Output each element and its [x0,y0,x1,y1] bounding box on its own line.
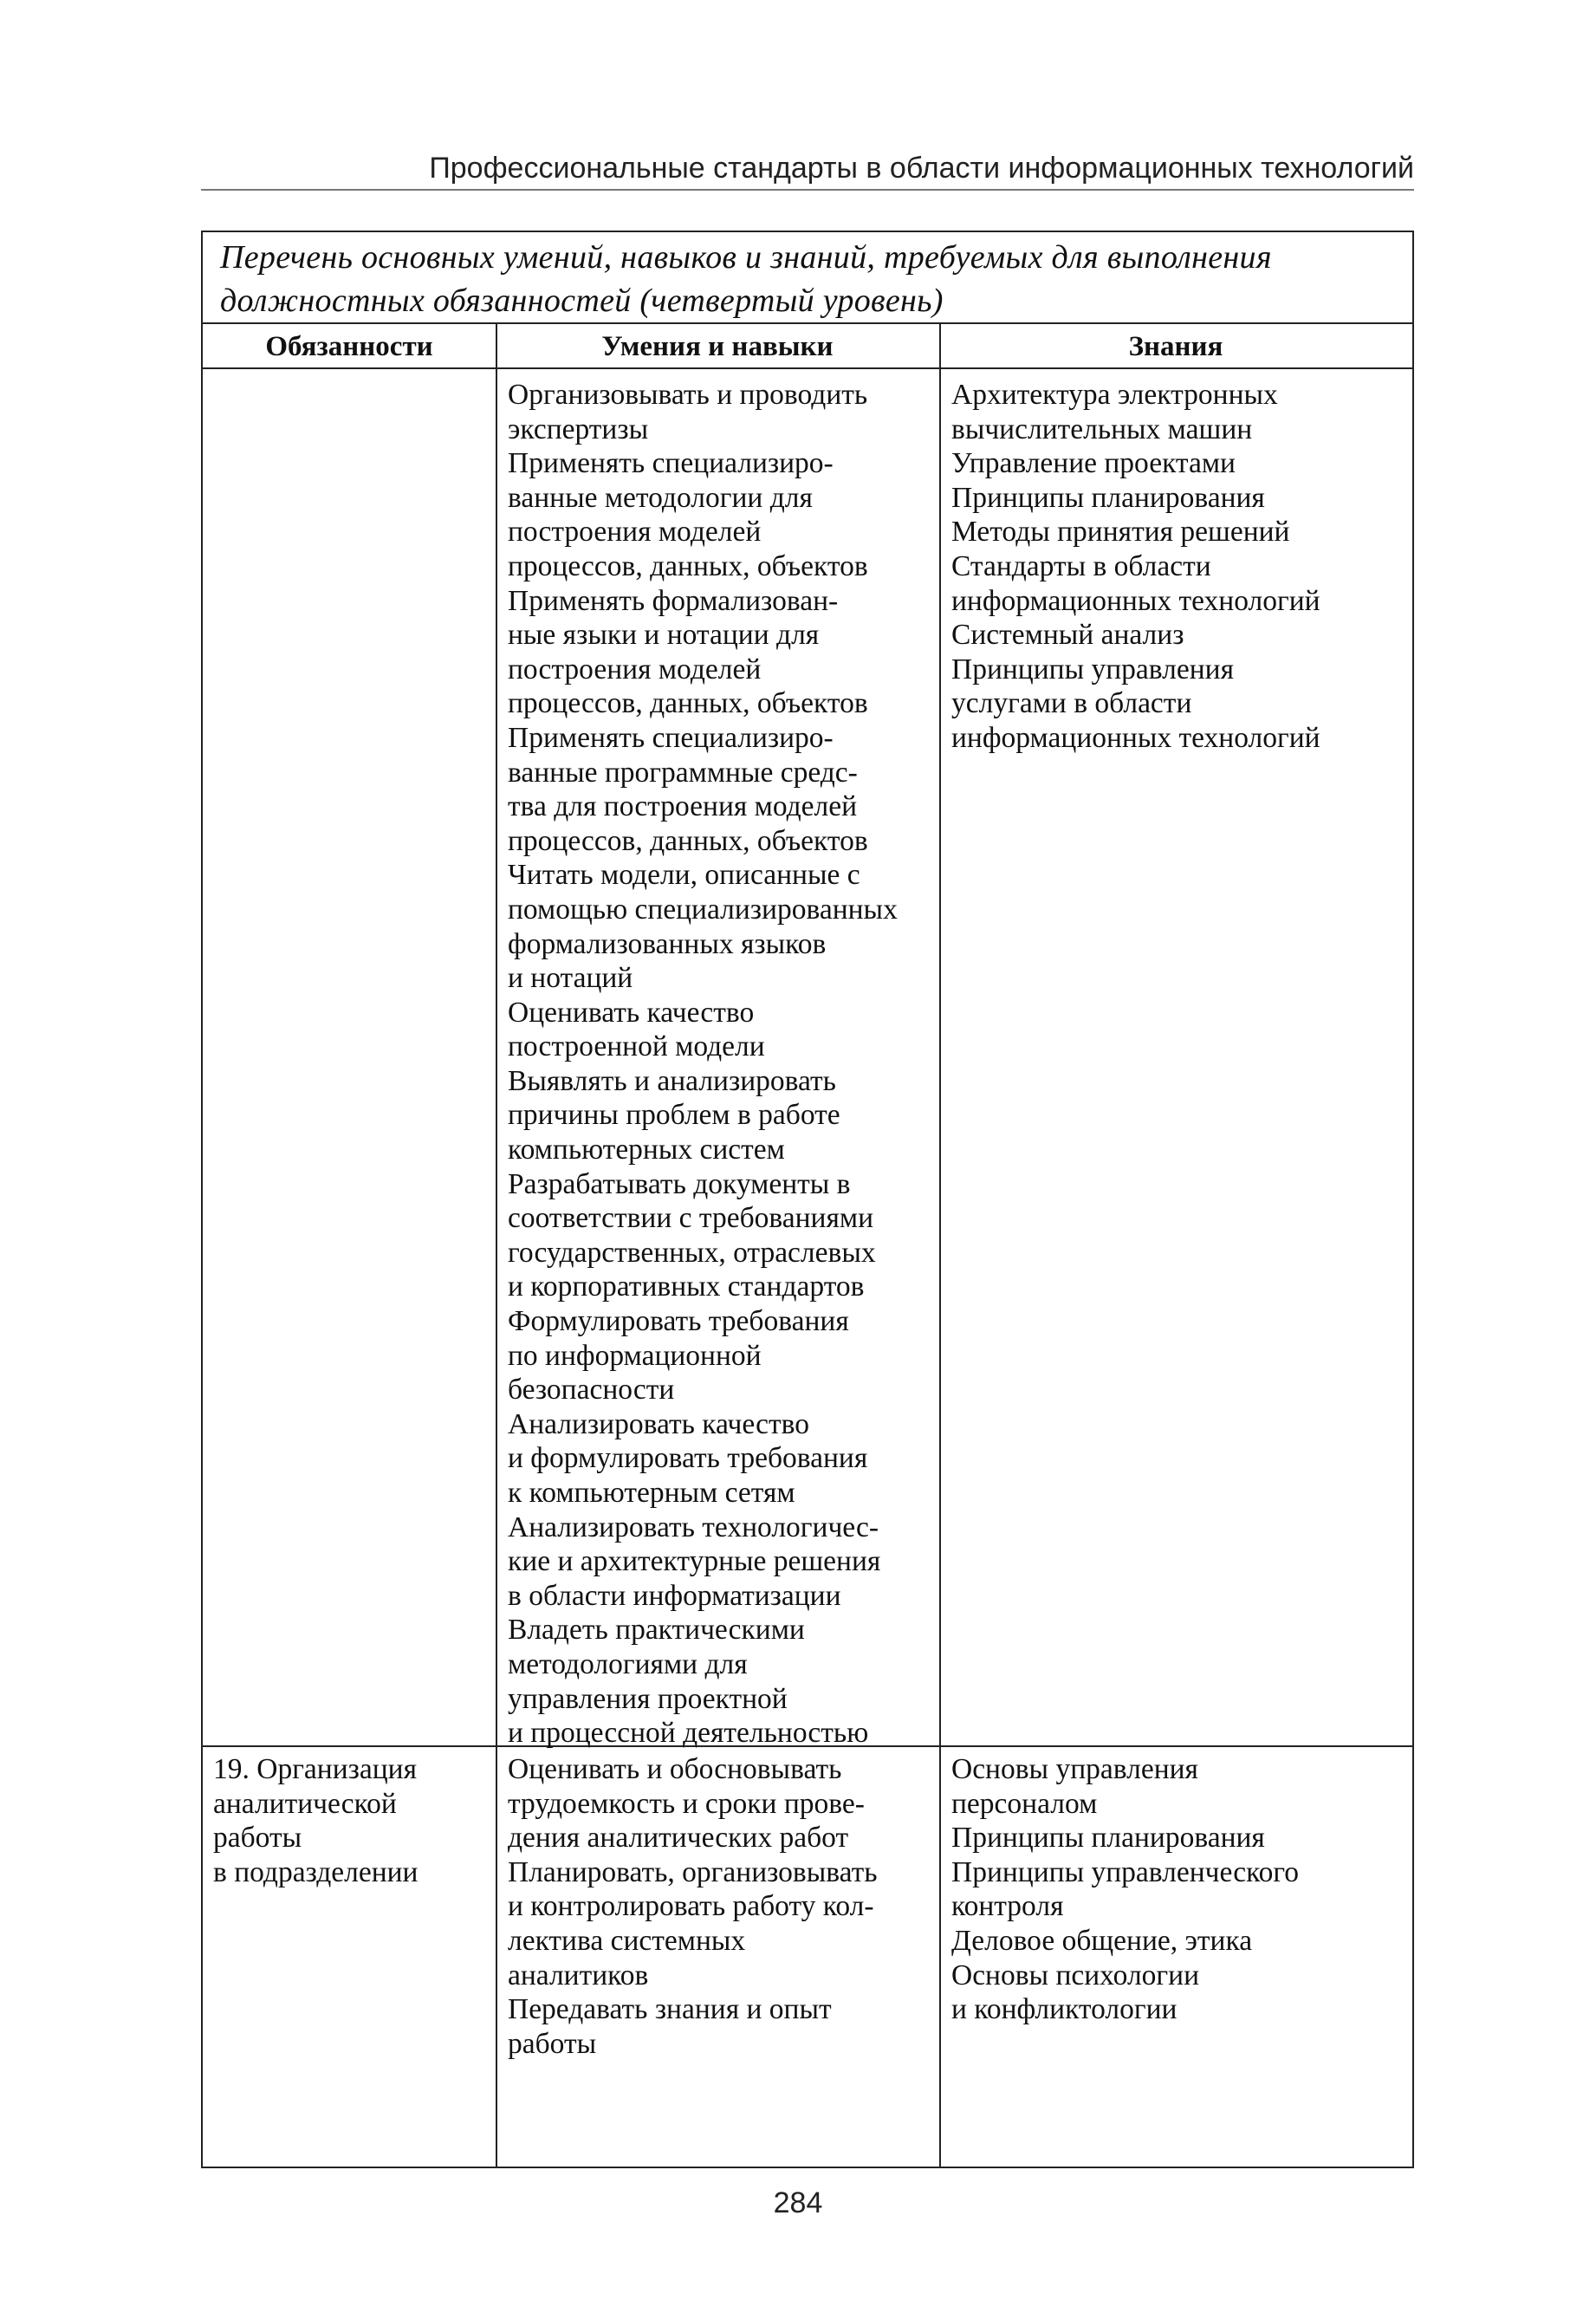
cell-duties [203,1752,496,1889]
cell-line: и корпоративных стандартов [508,1270,865,1303]
cell-line: вычислительных машин [951,413,1253,445]
cell-line: информационных технологий [951,584,1320,617]
cell-line: построения моделей [508,653,762,685]
cell-line: государственных, отраслевых [508,1236,876,1269]
cell-line: Владеть практическими [508,1614,805,1647]
cell-line: процессов, данных, объектов [508,549,868,582]
cell-skills [497,378,939,1751]
cell-line: Основы психологии [951,1959,1200,1991]
cell-line: помощью специализированных [508,893,898,926]
cell-line: и конфликтологии [951,1993,1178,2026]
cell-line: в области информатизации [508,1579,841,1612]
cell-line: Системный анализ [951,619,1184,652]
caption-line: Перечень основных умений, навыков и знаний, требуемых для выполнения [220,239,1272,276]
cell-line: контроля [951,1890,1064,1923]
cell-line: процессов, данных, объектов [508,687,868,720]
cell-line: Применять специализиро- [508,721,834,754]
cell-line: построения моделей [508,516,762,549]
cell-line: Применять формализован- [508,584,839,617]
cell-line: и контролировать работу кол- [508,1890,874,1923]
cell-line: кие и архитектурные решения [508,1545,881,1578]
cell-line: Стандарты в области [951,549,1211,582]
cell-line: методологиями для [508,1647,748,1680]
cell-line: причины проблем в работе [508,1099,840,1132]
cell-line: формализованных языков [508,927,827,960]
cell-line: Анализировать качество [508,1407,809,1440]
cell-line: Передавать знания и опыт [508,1993,832,2026]
cell-skills [497,1752,939,2061]
cell-line: Оценивать качество [508,996,755,1029]
cell-line: безопасности [508,1374,675,1407]
cell-line: Анализировать технологичес- [508,1511,879,1543]
cell-line: Читать модели, описанные с [508,859,860,892]
cell-line: тва для построения моделей [508,790,858,823]
cell-line: информационных технологий [951,721,1320,754]
cell-knowledge [941,1752,1412,2027]
cell-line: Принципы планирования [951,481,1265,514]
cell-line: Принципы управленческого [951,1855,1300,1888]
cell-line: Принципы планирования [951,1822,1265,1855]
cell-line: к компьютерным сетям [508,1477,795,1509]
cell-line: соответствии с требованиями [508,1202,874,1235]
page-number: 284 [773,2186,823,2219]
cell-line: Планировать, организовывать [508,1855,878,1888]
cell-line: Управление проектами [951,447,1236,480]
caption-line: должностных обязанностей (четвертый уровень) [220,283,944,319]
cell-line: управления проектной [508,1682,788,1715]
cell-line: Организовывать и проводить [508,379,868,411]
cell-knowledge [941,378,1412,756]
cell-line: Применять специализиро- [508,447,834,480]
cell-line: по информационной [508,1339,762,1372]
cell-line: компьютерных систем [508,1134,785,1166]
cell-line: работы [508,2027,597,2060]
cell-line: Архитектура электронных [951,379,1278,411]
cell-line: Формулировать требования [508,1305,849,1338]
cell-line: Методы принятия решений [951,516,1290,549]
header-knowledge: Знания [939,324,1412,369]
cell-line: персоналом [951,1787,1098,1820]
cell-line: ные языки и нотации для [508,619,820,652]
cell-line: Основы управления [951,1753,1198,1785]
running-header: Профессиональные стандарты в области информационных технологий [429,152,1414,185]
cell-line: Оценивать и обосновывать [508,1753,842,1785]
cell-line: и нотаций [508,962,633,995]
cell-line: ванные методологии для [508,481,813,514]
header-rule [201,189,1414,191]
cell-line: лектива системных [508,1924,746,1957]
cell-line: Выявлять и анализировать [508,1064,836,1097]
cell-line: и формулировать требования [508,1442,868,1475]
header-duties: Обязанности [203,324,496,369]
cell-line: Деловое общение, этика [951,1924,1253,1957]
cell-line: ванные программные средс- [508,756,858,789]
cell-line: аналитической [213,1787,397,1820]
cell-line: процессов, данных, объектов [508,824,868,857]
cell-line: построенной модели [508,1030,765,1063]
cell-line: в подразделении [213,1855,418,1888]
cell-line: работы [213,1822,302,1855]
cell-line: экспертизы [508,413,649,445]
cell-line: и процессной деятельностью [508,1717,869,1750]
cell-line: Разрабатывать документы в [508,1167,851,1200]
cell-line: трудоемкость и сроки прове- [508,1787,865,1820]
skills-table [201,231,1414,2168]
cell-line: 19. Организация [213,1753,418,1785]
cell-line: аналитиков [508,1959,649,1991]
table-caption [203,232,1412,324]
cell-line: услугами в области [951,687,1192,720]
cell-line: Принципы управления [951,653,1234,685]
header-skills: Умения и навыки [496,324,939,369]
cell-line: дения аналитических работ [508,1822,849,1855]
